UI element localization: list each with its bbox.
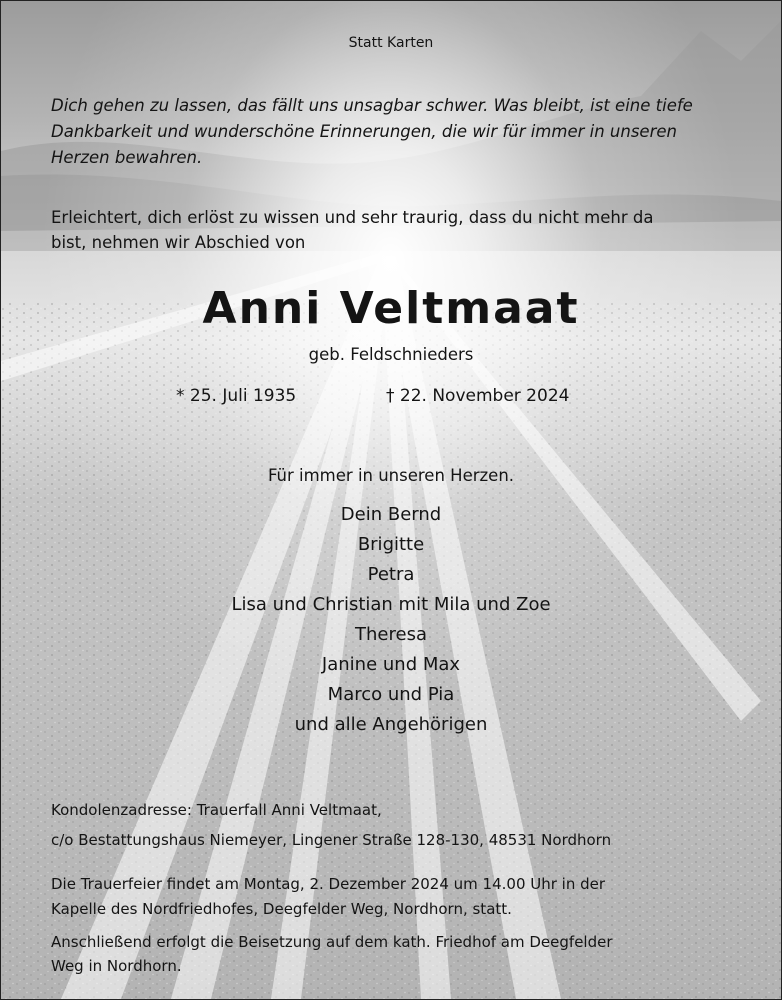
burial-line: Anschließend erfolgt die Beisetzung auf dem kath. Friedhof am Deegfelder [51, 933, 613, 951]
deceased-name: Anni Veltmaat [202, 283, 580, 334]
statt-karten: Statt Karten [348, 35, 434, 51]
service-line: Kapelle des Nordfriedhofes, Deegfelder Weg, Nordhorn, statt. [51, 900, 512, 918]
mourner: Marco und Pia [327, 684, 455, 705]
obituary-text [1, 1, 781, 999]
mourner: Dein Bernd [340, 504, 442, 525]
poem-line: Dankbarkeit und wunderschöne Erinnerungen, die wir für immer in unseren [51, 122, 677, 141]
mourner: Theresa [355, 624, 427, 645]
burial-line: Weg in Nordhorn. [51, 957, 182, 975]
mourner: und alle Angehörigen [294, 714, 488, 735]
motto: Für immer in unseren Herzen. [267, 466, 515, 485]
mourner: Lisa und Christian mit Mila und Zoe [231, 594, 551, 615]
birth-name: geb. Feldschnieders [308, 345, 474, 364]
mourner: Petra [367, 564, 415, 585]
poem-line: Herzen bewahren. [51, 148, 203, 167]
farewell-line: bist, nehmen wir Abschied von [51, 233, 306, 252]
mourner: Brigitte [357, 534, 425, 555]
poem-line: Dich gehen zu lassen, das fällt uns unsagbar schwer. Was bleibt, ist eine tiefe [51, 96, 693, 115]
condolence-line: Kondolenzadresse: Trauerfall Anni Veltmaat, [51, 801, 382, 819]
death-date: † 22. November 2024 [386, 386, 570, 406]
mourner: Janine und Max [321, 654, 461, 675]
condolence-line: c/o Bestattungshaus Niemeyer, Lingener Straße 128-130, 48531 Nordhorn [51, 831, 612, 849]
farewell-line: Erleichtert, dich erlöst zu wissen und sehr traurig, dass du nicht mehr da [51, 208, 654, 227]
birth-date: * 25. Juli 1935 [176, 386, 297, 406]
service-line: Die Trauerfeier findet am Montag, 2. Dezember 2024 um 14.00 Uhr in der [51, 875, 606, 893]
